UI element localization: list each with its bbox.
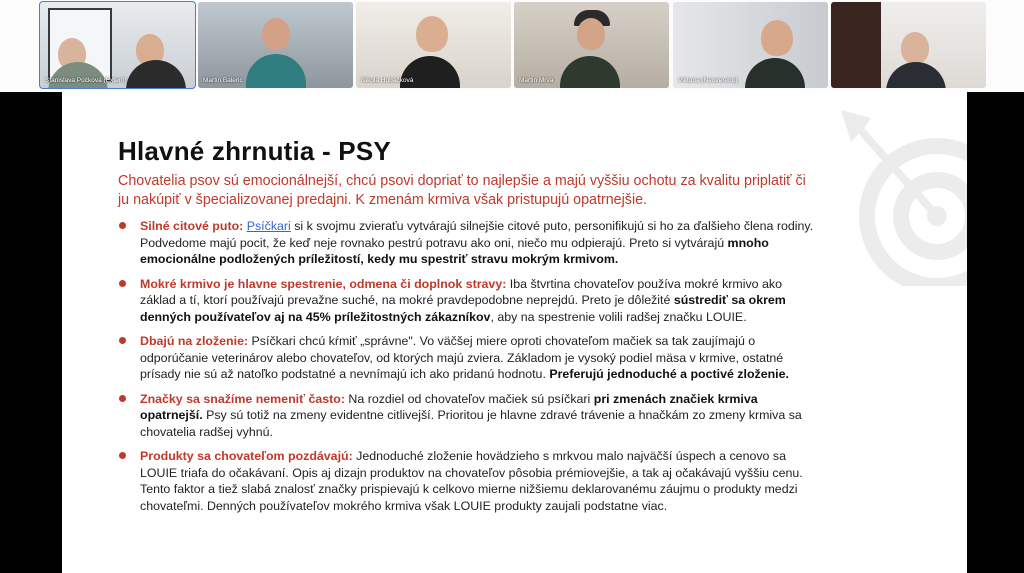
bullet-text: si k svojmu zvieraťu vytvárajú silnejšie citové puto, personifikujú si ho za ďalšieho člena rodiny. Podvedome majú pocit, že keď neje rovnako pestrú potravu ako oni, niečo mu odpierajú. Preto si vytvárajú	[140, 219, 814, 250]
participant-tile[interactable]	[40, 2, 195, 88]
bullet-list	[140, 218, 820, 522]
bullet-dot	[119, 222, 126, 229]
list-item	[140, 276, 820, 326]
participant-name: Martin Mrva	[519, 77, 554, 84]
bullet-dot	[119, 395, 126, 402]
bullet-dot	[119, 337, 126, 344]
participant-tile[interactable]	[356, 2, 511, 88]
participant-strip	[0, 0, 1024, 92]
list-item	[140, 218, 820, 268]
bullet-dot	[119, 452, 126, 459]
bullet-emphasis: Preferujú jednoduché a poctivé zloženie.	[549, 367, 789, 381]
bullet-emphasis: pri zmenách značiek krmiva opatrnejší.	[140, 391, 758, 422]
bullet-heading: Silné citové puto:	[140, 219, 244, 233]
participant-name: Nikola Hubačková	[361, 77, 414, 84]
bullet-text: , aby na spestrenie volili radšej značku LOUIE.	[490, 309, 747, 324]
slide-title: Hlavné zhrnutia - PSY	[118, 136, 391, 166]
participant-tile[interactable]	[514, 2, 669, 88]
list-item	[140, 448, 820, 514]
shared-slide	[62, 92, 967, 573]
list-item	[140, 333, 820, 383]
participant-name: Viktória (Neovereno)	[678, 77, 738, 84]
bullet-text: Psy sú totiž na zmeny evidentne citlivejší. Prioritou je hlavne zdravé trávenie a hnačkám zo zmeny krmiva sa chovatelia radšej vyhnú.	[140, 408, 802, 439]
bullet-text: Na rozdiel od chovateľov mačiek sú psíčkari	[344, 391, 594, 406]
participant-tile[interactable]	[198, 2, 353, 88]
participant-name: Stanislava Púčková (Extern)	[45, 77, 127, 84]
participant-tile[interactable]	[831, 2, 986, 88]
target-icon	[827, 96, 967, 286]
bullet-emphasis: mnoho emocionálne podložených príležitostí, kedy mu spestriť stravu mokrým krmivom.	[140, 235, 769, 266]
psickari-link[interactable]: Psíčkari	[246, 219, 291, 233]
slide-intro: Chovatelia psov sú emocionálnejší, chcú psovi dopriať to najlepšie a majú vyššiu ochotu za kvalitu priplatiť či ju nakúpiť v špecializovanej predajni. K zmenám krmiva však pristupujú opatrnejšie.	[118, 173, 806, 208]
participant-tile[interactable]	[673, 2, 828, 88]
bullet-heading: Značky sa snažíme nemeniť často:	[140, 391, 345, 406]
bullet-text: Jednoduché zloženie hovädzieho s mrkvou malo najväčší úspech a cenovo sa LOUIE triafa do očakávaní. Opis aj dizajn produktov na chovateľov pôsobia prémiovejšie, a tak aj očakávajú vyššiu cenu. Tento faktor a tiež slabá znalosť značky prispievajú k celkovo mierne nižšiemu deklarovanému záujmu o produkty medzi chovateľmi. Denných používateľov mokrého krmiva však LOUIE produkty zaujali podstatne viac.	[140, 449, 803, 513]
bullet-heading: Mokré krmivo je hlavne spestrenie, odmena či doplnok stravy:	[140, 276, 507, 291]
bullet-text: Iba štvrtina chovateľov používa mokré krmivo ako základ a tí, ktorí používajú prevažne suché, na mokré pravdepodobne neprejdú. Preto je dôležité	[140, 276, 782, 307]
bullet-emphasis: sústrediť sa okrem denných používateľov aj na 45% príležitostných zákazníkov	[140, 293, 786, 324]
bullet-text: Psíčkari chcú kŕmiť „správne". Vo väčšej miere oproti chovateľom mačiek sa tak zaujímajú o odporúčanie veterinárov alebo chovateľov, od ktorých majú zviera. Základom je vysoký podiel mäsa v krmive, ostatné prísady nie sú až natoľko podstatné a nevnímajú ich ako pridanú hodnotu.	[140, 334, 784, 381]
list-item	[140, 391, 820, 441]
participant-name: Martin Baleric	[203, 77, 243, 84]
bullet-heading: Dbajú na zloženie:	[140, 334, 249, 348]
bullet-dot	[119, 280, 126, 287]
bullet-heading: Produkty sa chovateľom pozdávajú:	[140, 449, 353, 463]
